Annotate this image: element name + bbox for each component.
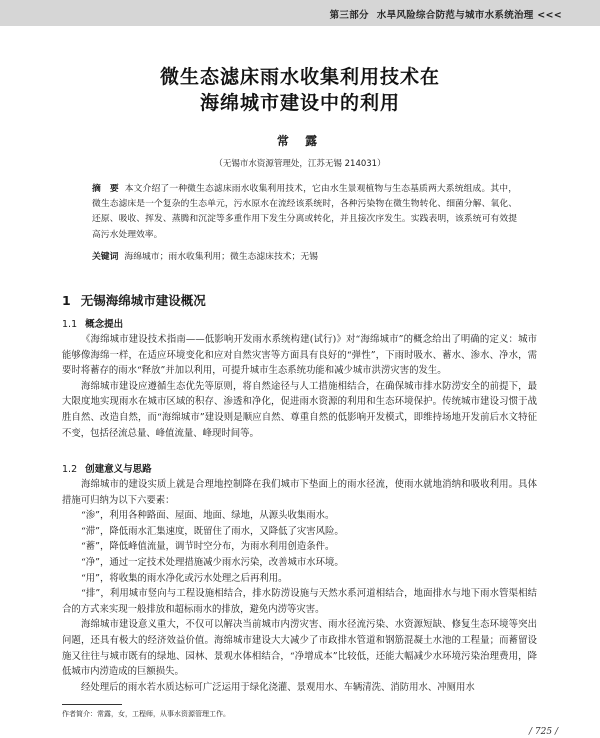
section-heading bbox=[62, 291, 206, 309]
paragraph: 海绵城市的建设实质上就是合理地控制降在我们城市下垫面上的雨水径流，使雨水就地消纳和吸收利用。具体措施可归纳为以下六要素： bbox=[62, 479, 537, 506]
subsection-number: 1.2 bbox=[62, 464, 78, 475]
header-title: 水旱风险综合防范与城市水系统治理 bbox=[376, 10, 534, 21]
header-section: 第三部分 bbox=[329, 10, 369, 21]
abstract bbox=[92, 182, 517, 243]
paragraph: 海绵城市建设意义重大，不仅可以解决当前城市内涝灾害、雨水径流污染、水资源短缺、修复生态环境等突出问题，还具有极大的经济效益价值。海绵城市建设大大减少了市政排水管道和钢筋混凝土水池的工程量；而蓄留设施又往往与城市既有的绿地、园林、景观水体相结合，“净增成本”比较低，还能大幅减少水环境污染治理费用，降低城市内涝造成的巨额损失。 bbox=[62, 619, 537, 678]
running-header bbox=[0, 0, 600, 26]
article-title-line1: 微生态滤床雨水收集利用技术在 bbox=[159, 66, 440, 88]
list-item: “渗”，利用各种路面、屋面、地面、绿地，从源头收集雨水。 bbox=[81, 510, 335, 522]
page-number: / 725 / bbox=[529, 727, 558, 737]
section-number: 1 bbox=[62, 293, 71, 308]
article-title-line2: 海绵城市建设中的利用 bbox=[199, 92, 400, 114]
subsection-title: 概念提出 bbox=[85, 319, 124, 330]
paragraph: 《海绵城市建设技术指南——低影响开发雨水系统构建(试行)》对“海绵城市”的概念给出了明确的定义：城市能够像海绵一样，在适应环境变化和应对自然灾害等方面具有良好的“弹性”，下雨时吸水、蓄水、渗水、净水，需要时将蓄存的雨水“释放”并加以利用，可提升城市生态系统功能和减少城市洪涝灾害的发生。 bbox=[62, 334, 537, 377]
keywords bbox=[92, 250, 517, 265]
subsection-1-1-body bbox=[62, 332, 537, 441]
list-item: “蓄”，降低峰值流量，调节时空分布，为雨水利用创造条件。 bbox=[81, 541, 335, 553]
section-title: 无锡海绵城市建设概况 bbox=[80, 293, 206, 308]
paragraph: 经处理后的雨水若水质达标可广泛运用于绿化浇灌、景观用水、车辆清洗、消防用水、冲厕用水 bbox=[81, 681, 475, 693]
list-item: “净”，通过一定技术处理措施减少雨水污染，改善城市水环境。 bbox=[81, 556, 344, 568]
subsection-heading-1-2 bbox=[62, 461, 152, 475]
header-text bbox=[330, 7, 562, 21]
list-item: “排”，利用城市竖向与工程设施相结合，排水防涝设施与天然水系河道相结合，地面排水与地下雨水管渠相结合的方式来实现一般排放和超标雨水的排放，避免内涝等灾害。 bbox=[62, 588, 537, 615]
footnote: 作者简介：常露，女，工程师，从事水资源管理工作。 bbox=[62, 710, 230, 718]
paragraph: 海绵城市建设应遵循生态优先等原则，将自然途径与人工措施相结合，在确保城市排水防涝安全的前提下，最大限度地实现雨水在城市区域的积存、渗透和净化，促进雨水资源的利用和生态环境保护。传统城市建设习惯于战胜自然、改造自然，而“海绵城市”建设则是顺应自然、尊重自然的低影响开发模式，即维持场地开发前后水文特征不变，包括径流总量、峰值流量、峰现时间等。 bbox=[62, 380, 537, 439]
keywords-text: 海绵城市；雨水收集利用；微生态滤床技术；无锡 bbox=[124, 252, 318, 262]
affiliation: （无锡市水资源管理处，江苏无锡 214031） bbox=[214, 159, 386, 169]
list-item: “用”，将收集的雨水净化或污水处理之后再利用。 bbox=[81, 572, 288, 584]
author: 常 露 bbox=[276, 134, 324, 148]
list-item: “滞”，降低雨水汇集速度，既留住了雨水，又降低了灾害风险。 bbox=[81, 525, 344, 537]
keywords-label: 关键词 bbox=[92, 252, 119, 262]
footnote-divider bbox=[62, 704, 122, 705]
abstract-text: 本文介绍了一种微生态滤床雨水收集利用技术，它由水生景观植物与生态基质两大系统组成。其中，微生态滤床是一个复杂的生态单元，污水原水在流经该系统时，各种污染物在微生物转化、细菌分解、氧化、还原、吸收、挥发、蒸腾和沉淀等多重作用下发生分离或转化，并且接次序发生。实践表明，该系统可有效提高污水处理效率。 bbox=[92, 184, 517, 240]
subsection-title: 创建意义与思路 bbox=[85, 464, 152, 475]
subsection-heading-1-1 bbox=[62, 316, 123, 330]
subsection-number: 1.1 bbox=[62, 319, 78, 330]
abstract-label: 摘 要 bbox=[92, 184, 119, 194]
header-chevrons: <<< bbox=[537, 10, 562, 21]
subsection-1-2-body bbox=[62, 477, 537, 695]
